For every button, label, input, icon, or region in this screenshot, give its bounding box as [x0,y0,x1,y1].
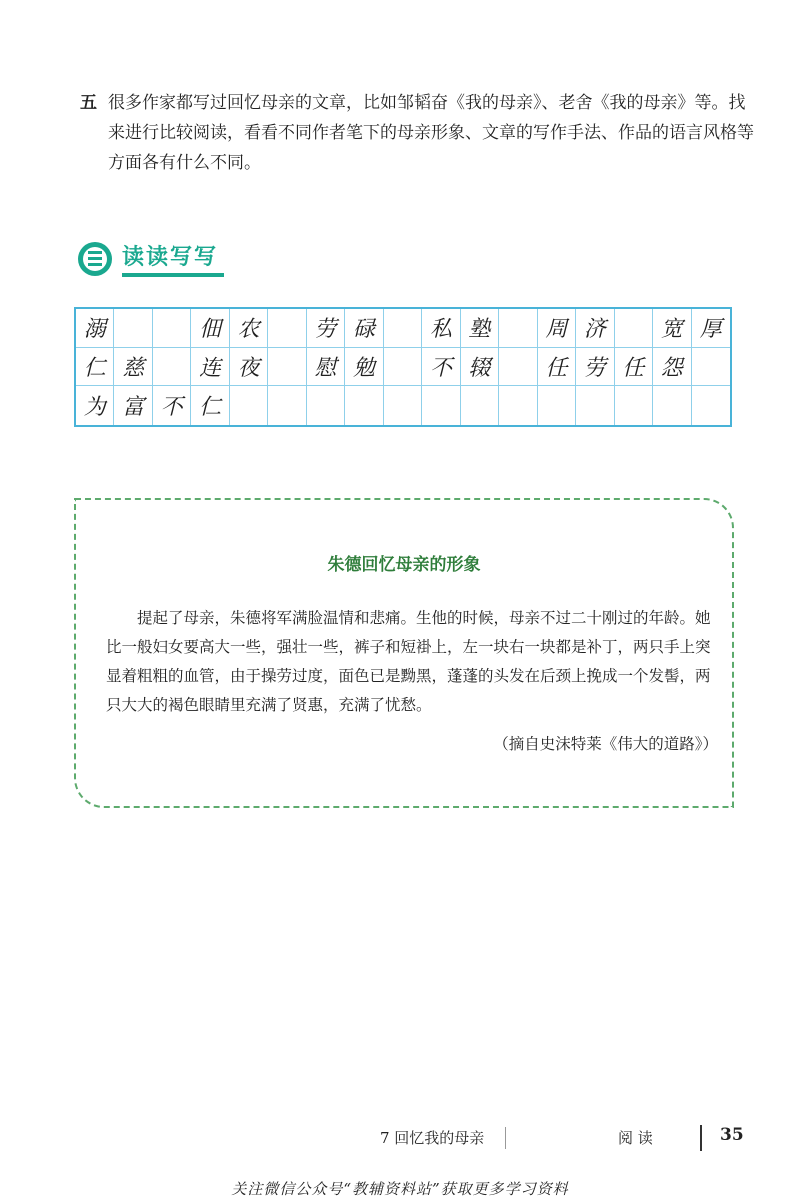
grid-cell: 碌 [345,309,383,348]
grid-cell: 佃 [191,309,229,348]
grid-cell: 怨 [653,348,691,387]
section-title: 读读写写 [122,240,224,277]
grid-cell: 仁 [76,348,114,387]
grid-cell [576,386,614,425]
grid-cell: 私 [422,309,460,348]
grid-cell: 不 [153,386,191,425]
grid-cell: 任 [538,348,576,387]
grid-cell [384,386,422,425]
reading-box-body: 提起了母亲，朱德将军满脸温情和悲痛。生他的时候，母亲不过二十刚过的年龄。她比一般妇女要高大一些，强壮一些，裤子和短褂上，左一块右一块都是补丁，两只手上突显着粗粗的血管，由于操劳过度，面色已是黝黑，蓬蓬的头发在后颈上挽成一个发髻，两只大大的褐色眼睛里充满了贤惠，充满了忧愁。 [106,609,711,714]
grid-cell: 济 [576,309,614,348]
question-number: 五 [80,93,97,113]
grid-cell: 溺 [76,309,114,348]
grid-cell [114,309,152,348]
grid-cell [692,348,730,387]
section-heading [78,240,224,277]
grid-cell: 劳 [307,309,345,348]
footer-divider [505,1127,506,1149]
grid-cell [268,386,306,425]
vocab-grid [74,307,732,427]
grid-cell: 勉 [345,348,383,387]
footer-divider-bold [700,1125,702,1151]
grid-cell: 慰 [307,348,345,387]
question-text: 很多作家都写过回忆母亲的文章，比如邹韬奋《我的母亲》、老舍《我的母亲》等。找来进行比较阅读，看看不同作者笔下的母亲形象、文章的写作手法、作品的语言风格等方面各有什么不同。 [108,93,754,173]
reading-box [74,498,734,808]
grid-cell: 夜 [230,348,268,387]
grid-cell [615,386,653,425]
grid-cell [499,386,537,425]
page-number: 35 [720,1125,744,1145]
footer-section-label: 阅 读 [618,1129,653,1147]
grid-cell [692,386,730,425]
grid-cell [499,309,537,348]
grid-cell [653,386,691,425]
grid-cell [307,386,345,425]
grid-cell [268,309,306,348]
reading-box-title: 朱德回忆母亲的形象 [327,555,481,575]
grid-cell: 连 [191,348,229,387]
grid-cell [345,386,383,425]
grid-cell: 厚 [692,309,730,348]
grid-cell: 农 [230,309,268,348]
grid-cell: 任 [615,348,653,387]
grid-cell [384,348,422,387]
grid-cell [461,386,499,425]
grid-cell: 劳 [576,348,614,387]
reading-box-source: （摘自史沫特莱《伟大的道路》） [493,735,718,753]
grid-cell: 慈 [114,348,152,387]
grid-cell: 仁 [191,386,229,425]
grid-cell [153,348,191,387]
grid-cell [422,386,460,425]
question-5 [80,88,760,178]
footer-chapter: 7 回忆我的母亲 [380,1129,485,1147]
grid-cell [615,309,653,348]
grid-cell [499,348,537,387]
page-footer [0,1125,800,1155]
grid-cell [153,309,191,348]
grid-cell [538,386,576,425]
grid-cell: 塾 [461,309,499,348]
grid-cell: 不 [422,348,460,387]
grid-cell: 周 [538,309,576,348]
grid-cell [230,386,268,425]
grid-cell [268,348,306,387]
grid-cell [384,309,422,348]
grid-cell: 为 [76,386,114,425]
grid-cell: 宽 [653,309,691,348]
grid-cell: 辍 [461,348,499,387]
section-three-icon [78,242,112,276]
watermark-text: 关注微信公众号“教辅资料站”获取更多学习资料 [231,1180,569,1198]
grid-cell: 富 [114,386,152,425]
